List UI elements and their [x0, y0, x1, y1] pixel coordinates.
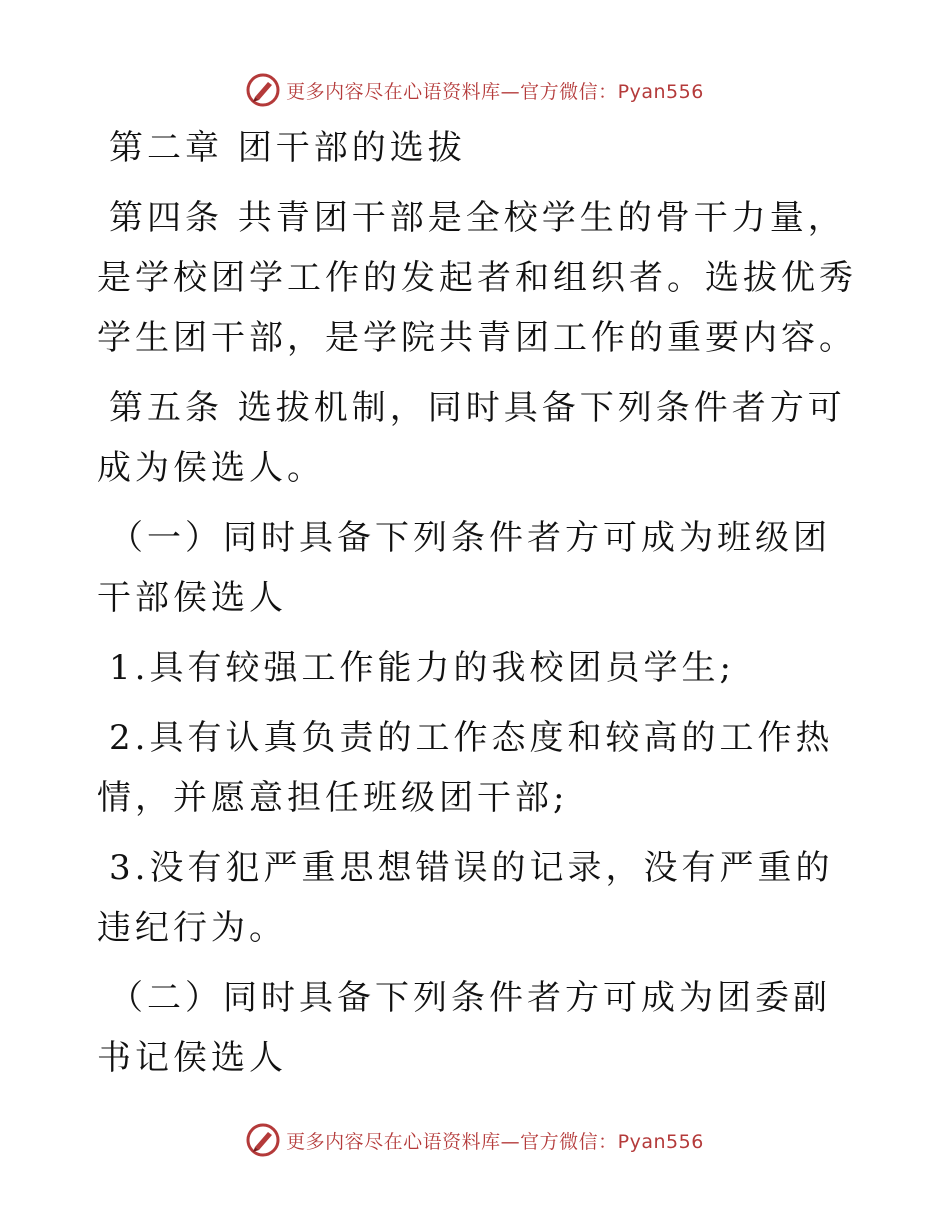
list-item-1: 1.具有较强工作能力的我校团员学生; [109, 648, 735, 688]
section-two: （二）同时具备下列条件者方可成为团委副书记侯选人 [97, 978, 831, 1078]
document-body [97, 118, 857, 1098]
article-four: 第四条 共青团干部是全校学生的骨干力量，是学校团学工作的发起者和组织者。选拔优秀学生团干部，是学院共青团工作的重要内容。 [97, 198, 857, 358]
footer-banner [0, 1120, 950, 1160]
list-item-2: 2.具有认真负责的工作态度和较高的工作热情，并愿意担任班级团干部; [97, 718, 834, 818]
pen-seal-icon [246, 73, 280, 107]
article-five: 第五条 选拔机制，同时具备下列条件者方可成为侯选人。 [97, 388, 846, 488]
footer-banner-text: 更多内容尽在心语资料库—官方微信：Pyan556 [286, 1130, 704, 1153]
chapter-heading: 第二章 团干部的选拔 [109, 128, 466, 168]
header-banner-text: 更多内容尽在心语资料库—官方微信：Pyan556 [286, 80, 704, 103]
list-item-3: 3.没有犯严重思想错误的记录，没有严重的违纪行为。 [97, 848, 834, 948]
section-one: （一）同时具备下列条件者方可成为班级团干部侯选人 [97, 518, 831, 618]
header-banner [0, 70, 950, 110]
pen-seal-icon [246, 1123, 280, 1157]
